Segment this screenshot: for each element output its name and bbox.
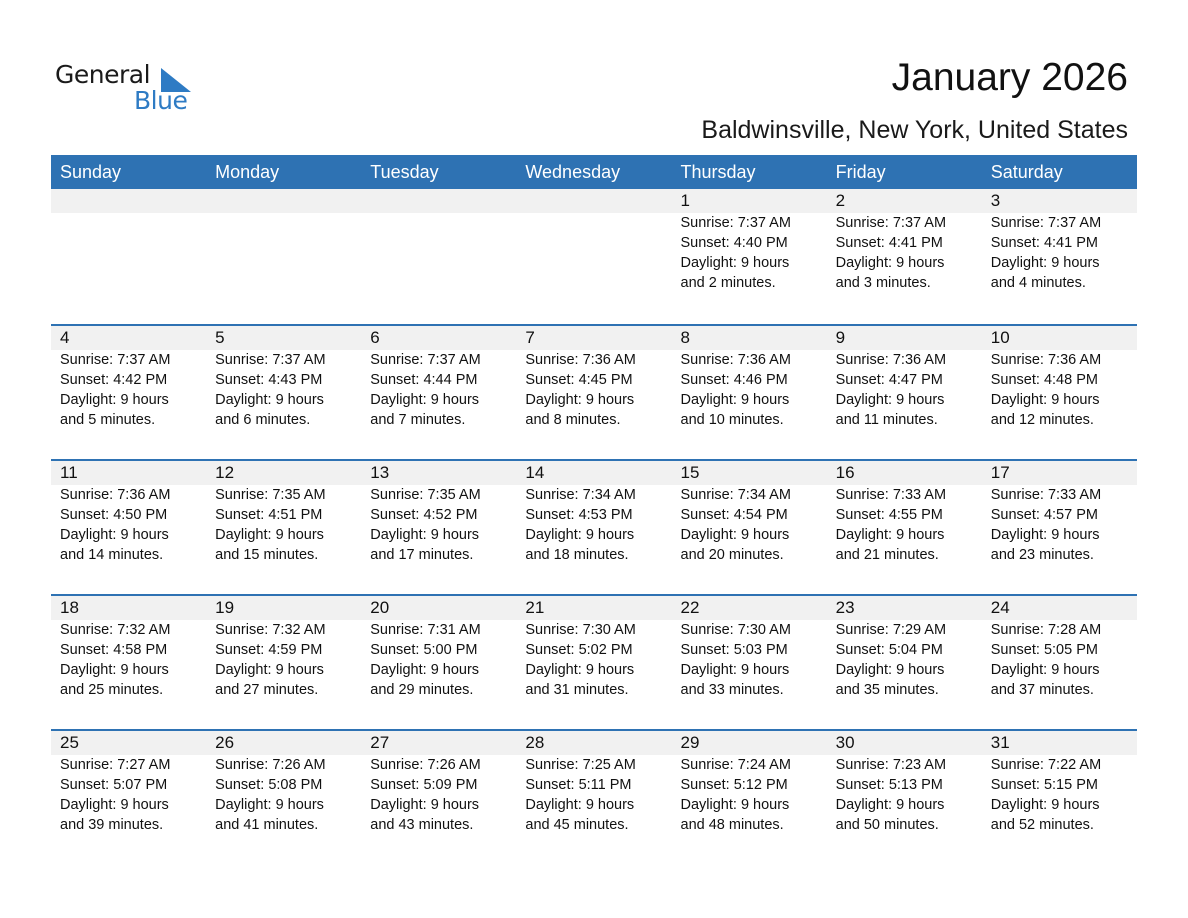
day-number <box>370 189 516 213</box>
daylight-text: Daylight: 9 hours <box>215 662 324 678</box>
daylight-minutes-text: and 5 minutes. <box>60 412 156 428</box>
day-cell <box>361 731 516 835</box>
daylight-text: Daylight: 9 hours <box>60 527 169 543</box>
day-cell <box>51 189 206 293</box>
day-number: 11 <box>60 463 78 482</box>
sunrise-text: Sunrise: 7:30 AM <box>680 622 791 638</box>
sunrise-text: Sunrise: 7:36 AM <box>60 487 171 503</box>
day-cell <box>206 326 361 430</box>
daylight-text: Daylight: 9 hours <box>835 255 945 271</box>
sunset-text: Sunset: 4:52 PM <box>370 507 478 523</box>
day-cell <box>827 326 982 430</box>
day-cell <box>516 461 671 565</box>
sunset-text: Sunset: 5:04 PM <box>835 642 943 658</box>
week-row <box>51 189 1137 324</box>
daylight-text: Daylight: 9 hours <box>990 392 1100 408</box>
daylight-minutes-text: and 11 minutes. <box>835 412 938 428</box>
days-row <box>51 731 1137 835</box>
day-cell <box>827 189 982 293</box>
day-cell <box>672 596 827 700</box>
daylight-minutes-text: and 3 minutes. <box>835 275 931 291</box>
sunset-text: Sunset: 4:58 PM <box>60 642 168 658</box>
sunrise-text: Sunrise: 7:25 AM <box>525 757 636 773</box>
day-number: 23 <box>835 598 855 617</box>
sunset-text: Sunset: 5:02 PM <box>525 642 633 658</box>
daylight-text: Daylight: 9 hours <box>680 797 790 813</box>
sunrise-text: Sunrise: 7:35 AM <box>215 487 326 503</box>
day-number: 30 <box>835 733 855 752</box>
day-number: 20 <box>370 598 390 617</box>
sunrise-text: Sunrise: 7:33 AM <box>835 487 947 503</box>
daylight-text: Daylight: 9 hours <box>525 392 635 408</box>
sunrise-text: Sunrise: 7:36 AM <box>835 352 947 368</box>
daylight-text: Daylight: 9 hours <box>525 662 635 678</box>
page-title: January 2026 <box>891 56 1128 99</box>
sunrise-text: Sunrise: 7:37 AM <box>215 352 326 368</box>
daylight-text: Daylight: 9 hours <box>60 662 169 678</box>
day-number: 4 <box>60 328 70 347</box>
sunset-text: Sunset: 4:47 PM <box>835 372 943 388</box>
weekday-thursday: Thursday <box>680 162 756 182</box>
weekday-wednesday: Wednesday <box>525 162 621 182</box>
daylight-minutes-text: and 2 minutes. <box>680 275 776 291</box>
daylight-text: Daylight: 9 hours <box>60 797 169 813</box>
weekday-sunday: Sunday <box>60 162 122 182</box>
daylight-minutes-text: and 29 minutes. <box>370 682 474 698</box>
sunrise-text: Sunrise: 7:32 AM <box>60 622 171 638</box>
sunrise-text: Sunrise: 7:34 AM <box>525 487 636 503</box>
week-row <box>51 324 1137 459</box>
daylight-minutes-text: and 17 minutes. <box>370 547 474 563</box>
day-number <box>525 189 671 213</box>
sunset-text: Sunset: 4:54 PM <box>680 507 788 523</box>
days-row <box>51 326 1137 430</box>
day-number <box>60 189 206 213</box>
daylight-minutes-text: and 48 minutes. <box>680 817 784 833</box>
day-number: 17 <box>990 463 1010 482</box>
day-cell <box>206 189 361 293</box>
daylight-text: Daylight: 9 hours <box>370 392 480 408</box>
sunrise-text: Sunrise: 7:36 AM <box>525 352 636 368</box>
daylight-minutes-text: and 21 minutes. <box>835 547 939 563</box>
sunrise-text: Sunrise: 7:34 AM <box>680 487 791 503</box>
sunrise-text: Sunrise: 7:23 AM <box>835 757 947 773</box>
day-number: 9 <box>835 328 846 347</box>
daylight-text: Daylight: 9 hours <box>525 797 635 813</box>
day-number: 10 <box>990 328 1010 347</box>
sunset-text: Sunset: 4:46 PM <box>680 372 788 388</box>
day-number: 1 <box>680 191 690 210</box>
sunrise-text: Sunrise: 7:37 AM <box>835 215 947 231</box>
day-cell <box>206 731 361 835</box>
day-number: 16 <box>835 463 855 482</box>
days-row <box>51 596 1137 700</box>
daylight-text: Daylight: 9 hours <box>990 662 1100 678</box>
sunset-text: Sunset: 4:57 PM <box>990 507 1098 523</box>
daylight-minutes-text: and 8 minutes. <box>525 412 621 428</box>
daylight-text: Daylight: 9 hours <box>60 392 169 408</box>
weekday-monday: Monday <box>215 162 280 182</box>
daylight-minutes-text: and 45 minutes. <box>525 817 629 833</box>
day-cell <box>827 731 982 835</box>
daylight-minutes-text: and 39 minutes. <box>60 817 164 833</box>
sunset-text: Sunset: 5:07 PM <box>60 777 168 793</box>
day-cell <box>516 596 671 700</box>
week-row <box>51 729 1137 864</box>
week-row <box>51 594 1137 729</box>
weekday-friday: Friday <box>835 162 886 182</box>
daylight-minutes-text: and 33 minutes. <box>680 682 784 698</box>
daylight-minutes-text: and 52 minutes. <box>990 817 1094 833</box>
sunrise-text: Sunrise: 7:37 AM <box>990 215 1102 231</box>
day-number: 7 <box>525 328 535 347</box>
sunset-text: Sunset: 5:00 PM <box>370 642 478 658</box>
calendar-grid <box>51 155 1137 864</box>
sunset-text: Sunset: 5:05 PM <box>990 642 1098 658</box>
daylight-minutes-text: and 12 minutes. <box>990 412 1094 428</box>
sunrise-text: Sunrise: 7:37 AM <box>680 215 791 231</box>
daylight-minutes-text: and 18 minutes. <box>525 547 629 563</box>
day-cell <box>206 596 361 700</box>
daylight-text: Daylight: 9 hours <box>990 255 1100 271</box>
sunrise-text: Sunrise: 7:31 AM <box>370 622 481 638</box>
day-cell <box>361 189 516 293</box>
sunset-text: Sunset: 4:50 PM <box>60 507 168 523</box>
daylight-minutes-text: and 4 minutes. <box>990 275 1086 291</box>
day-cell <box>827 461 982 565</box>
day-number: 29 <box>680 733 700 752</box>
daylight-minutes-text: and 50 minutes. <box>835 817 939 833</box>
sunset-text: Sunset: 5:03 PM <box>680 642 788 658</box>
sunset-text: Sunset: 5:12 PM <box>680 777 788 793</box>
daylight-text: Daylight: 9 hours <box>680 662 790 678</box>
sunrise-text: Sunrise: 7:29 AM <box>835 622 947 638</box>
day-number: 25 <box>60 733 79 752</box>
daylight-minutes-text: and 43 minutes. <box>370 817 474 833</box>
sunset-text: Sunset: 5:08 PM <box>215 777 323 793</box>
sunrise-text: Sunrise: 7:26 AM <box>215 757 326 773</box>
sunset-text: Sunset: 5:15 PM <box>990 777 1098 793</box>
daylight-minutes-text: and 31 minutes. <box>525 682 629 698</box>
daylight-minutes-text: and 20 minutes. <box>680 547 784 563</box>
daylight-text: Daylight: 9 hours <box>990 797 1100 813</box>
day-number: 21 <box>525 598 545 617</box>
day-number: 5 <box>215 328 225 347</box>
daylight-text: Daylight: 9 hours <box>215 392 324 408</box>
daylight-minutes-text: and 10 minutes. <box>680 412 784 428</box>
sunset-text: Sunset: 4:43 PM <box>215 372 323 388</box>
day-number <box>215 189 361 213</box>
sunset-text: Sunset: 4:51 PM <box>215 507 323 523</box>
daylight-text: Daylight: 9 hours <box>835 797 945 813</box>
day-cell <box>982 326 1137 430</box>
day-cell <box>51 596 206 700</box>
location-subtitle: Baldwinsville, New York, United States <box>701 116 1128 144</box>
sunrise-text: Sunrise: 7:26 AM <box>370 757 481 773</box>
day-number: 12 <box>215 463 235 482</box>
daylight-minutes-text: and 6 minutes. <box>215 412 311 428</box>
sunset-text: Sunset: 4:59 PM <box>215 642 323 658</box>
sunset-text: Sunset: 5:11 PM <box>525 777 632 793</box>
day-cell <box>982 596 1137 700</box>
daylight-text: Daylight: 9 hours <box>680 392 790 408</box>
daylight-text: Daylight: 9 hours <box>990 527 1100 543</box>
days-row <box>51 461 1137 565</box>
sunset-text: Sunset: 5:09 PM <box>370 777 478 793</box>
sunrise-text: Sunrise: 7:32 AM <box>215 622 326 638</box>
day-number: 24 <box>990 598 1010 617</box>
daylight-minutes-text: and 37 minutes. <box>990 682 1094 698</box>
week-row <box>51 459 1137 594</box>
sunrise-text: Sunrise: 7:28 AM <box>990 622 1102 638</box>
day-cell <box>51 731 206 835</box>
sunrise-text: Sunrise: 7:36 AM <box>990 352 1102 368</box>
day-cell <box>672 461 827 565</box>
day-number: 28 <box>525 733 545 752</box>
daylight-text: Daylight: 9 hours <box>680 527 790 543</box>
day-cell <box>982 189 1137 293</box>
daylight-minutes-text: and 35 minutes. <box>835 682 939 698</box>
sunset-text: Sunset: 4:45 PM <box>525 372 633 388</box>
weekday-tuesday: Tuesday <box>370 162 439 182</box>
daylight-text: Daylight: 9 hours <box>370 797 480 813</box>
sunrise-text: Sunrise: 7:36 AM <box>680 352 791 368</box>
day-number: 2 <box>835 191 846 210</box>
daylight-text: Daylight: 9 hours <box>215 527 324 543</box>
day-cell <box>361 461 516 565</box>
days-row <box>51 189 1137 293</box>
sunset-text: Sunset: 4:42 PM <box>60 372 168 388</box>
logo-text-blue: Blue <box>134 86 188 115</box>
daylight-minutes-text: and 41 minutes. <box>215 817 319 833</box>
sunset-text: Sunset: 4:40 PM <box>680 235 788 251</box>
day-cell <box>982 461 1137 565</box>
day-number: 8 <box>680 328 690 347</box>
day-cell <box>982 731 1137 835</box>
day-cell <box>206 461 361 565</box>
day-cell <box>51 461 206 565</box>
day-number: 6 <box>370 328 380 347</box>
sunrise-text: Sunrise: 7:24 AM <box>680 757 791 773</box>
daylight-minutes-text: and 25 minutes. <box>60 682 164 698</box>
daylight-minutes-text: and 7 minutes. <box>370 412 466 428</box>
logo-text-general: General <box>55 60 151 89</box>
sunrise-text: Sunrise: 7:37 AM <box>60 352 171 368</box>
day-number: 27 <box>370 733 390 752</box>
day-cell <box>672 326 827 430</box>
generalblue-logo <box>55 62 195 122</box>
day-cell <box>516 189 671 293</box>
day-number: 26 <box>215 733 235 752</box>
day-number: 13 <box>370 463 390 482</box>
sunrise-text: Sunrise: 7:27 AM <box>60 757 171 773</box>
day-number: 14 <box>525 463 545 482</box>
daylight-text: Daylight: 9 hours <box>835 392 945 408</box>
daylight-text: Daylight: 9 hours <box>835 662 945 678</box>
daylight-minutes-text: and 14 minutes. <box>60 547 164 563</box>
day-cell <box>827 596 982 700</box>
day-cell <box>361 326 516 430</box>
sunset-text: Sunset: 4:53 PM <box>525 507 633 523</box>
day-number: 15 <box>680 463 700 482</box>
day-cell <box>516 731 671 835</box>
day-cell <box>672 189 827 293</box>
day-cell <box>672 731 827 835</box>
sunset-text: Sunset: 5:13 PM <box>835 777 943 793</box>
sunrise-text: Sunrise: 7:33 AM <box>990 487 1102 503</box>
daylight-text: Daylight: 9 hours <box>525 527 635 543</box>
daylight-text: Daylight: 9 hours <box>835 527 945 543</box>
day-number: 18 <box>60 598 79 617</box>
sunset-text: Sunset: 4:55 PM <box>835 507 943 523</box>
sunset-text: Sunset: 4:48 PM <box>990 372 1098 388</box>
sunset-text: Sunset: 4:41 PM <box>835 235 943 251</box>
day-number: 19 <box>215 598 235 617</box>
weekday-header <box>51 155 1137 189</box>
sunrise-text: Sunrise: 7:35 AM <box>370 487 481 503</box>
weekday-saturday: Saturday <box>990 162 1063 182</box>
day-number: 31 <box>990 733 1010 752</box>
day-number: 22 <box>680 598 700 617</box>
daylight-text: Daylight: 9 hours <box>370 527 480 543</box>
sunset-text: Sunset: 4:44 PM <box>370 372 478 388</box>
day-cell <box>51 326 206 430</box>
daylight-text: Daylight: 9 hours <box>370 662 480 678</box>
daylight-minutes-text: and 15 minutes. <box>215 547 319 563</box>
daylight-minutes-text: and 27 minutes. <box>215 682 319 698</box>
daylight-text: Daylight: 9 hours <box>215 797 324 813</box>
weeks-container <box>51 189 1137 864</box>
sunrise-text: Sunrise: 7:30 AM <box>525 622 636 638</box>
day-cell <box>516 326 671 430</box>
daylight-minutes-text: and 23 minutes. <box>990 547 1094 563</box>
sunrise-text: Sunrise: 7:37 AM <box>370 352 481 368</box>
sunrise-text: Sunrise: 7:22 AM <box>990 757 1102 773</box>
day-number: 3 <box>990 191 1001 210</box>
day-cell <box>361 596 516 700</box>
sunset-text: Sunset: 4:41 PM <box>990 235 1098 251</box>
daylight-text: Daylight: 9 hours <box>680 255 790 271</box>
